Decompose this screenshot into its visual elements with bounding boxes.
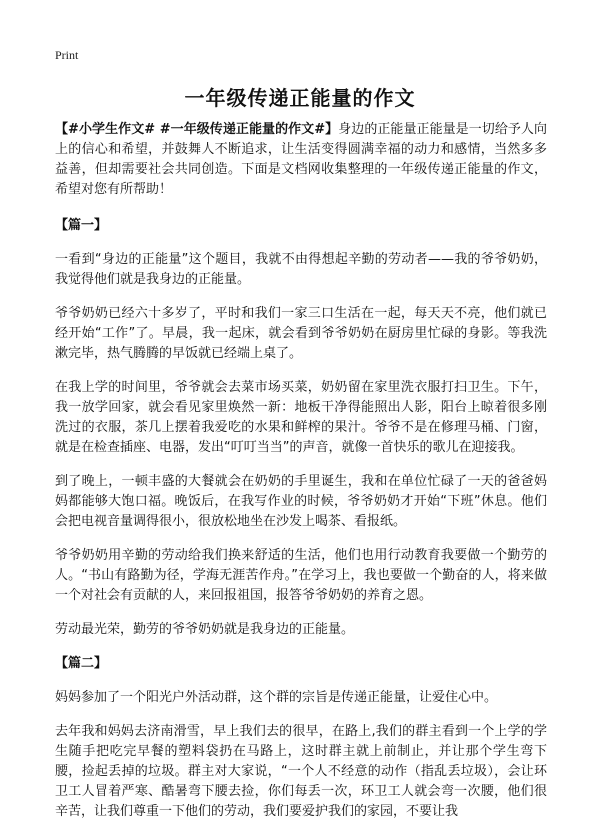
intro-paragraph bbox=[55, 120, 547, 200]
paragraph: 妈妈参加了一个阳光户外活动群，这个群的宗旨是传递正能量，让爱住心中。 bbox=[55, 690, 498, 705]
paragraph: 在我上学的时间里，爷爷就会去菜市场买菜，奶奶留在家里洗衣服打扫卫生。下午，我一放学回家，就会看见家里焕然一新：地板干净得能照出人影，阳台上晾着很多刚洗过的衣服，茶几上摆着我爱吃的水果和鲜榨的果汁。爷爷不是在修理马桶、门窗，就是在检查插座、电器，发出“叮叮当当”的声音，就像一首快乐的歌儿在迎接我。 bbox=[55, 380, 547, 455]
document-title: 一年级传递正能量的作文 bbox=[184, 86, 416, 110]
paragraph: 爷爷奶奶用辛勤的劳动给我们换来舒适的生活，他们也用行动教育我要做一个勤劳的人。“书山有路勤为径，学海无涯苦作舟。”在学习上，我也要做一个勤奋的人，将来做一个对社会有贡献的人，来回报祖国，报答爷爷奶奶的养育之恩。 bbox=[55, 548, 547, 603]
intro-tags: 【#小学生作文# #一年级传递正能量的作文#】 bbox=[55, 122, 339, 137]
paragraph: 去年我和妈妈去济南滑雪，早上我们去的很早，在路上,我们的群主看到一个上学的学生随手把吃完早餐的塑料袋扔在马路上，这时群主就上前制止，并让那个学生弯下腰，捡起丢掉的垃圾。群主对大家说，“一个人不经意的动作（指乱丢垃圾），会让环卫工人冒着严寒、酷暑弯下腰去捡，你们每丢一次，环卫工人就会弯一次腰，他们很辛苦，让我们尊重一下他们的劳动，我们要爱护我们的家园，不要让我 bbox=[55, 724, 547, 819]
paragraph: 劳动最光荣，勤劳的爷爷奶奶就是我身边的正能量。 bbox=[55, 622, 355, 637]
paragraph: 到了晚上，一顿丰盛的大餐就会在奶奶的手里诞生，我和在单位忙碌了一天的爸爸妈妈都能够大饱口福。晚饭后，在我写作业的时候，爷爷奶奶才开始“下班”休息。他们会把电视音量调得很小，很放松地坐在沙发上喝茶、看报纸。 bbox=[55, 474, 547, 529]
print-link[interactable]: Print bbox=[55, 48, 79, 62]
section-heading-2: 【篇二】 bbox=[55, 656, 108, 671]
intro-text: 身边的正能量正能量是一切给予人向上的信心和希望，并鼓舞人不断追求，让生活变得圆满幸福的动力和感情，当然多多益善，但却需要社会共同创造。下面是文档网收集整理的一年级传递正能量的作文，希望对您有所帮助！ bbox=[55, 122, 547, 197]
paragraph: 爷爷奶奶已经六十多岁了，平时和我们一家三口生活在一起，每天天不亮，他们就已经开始“工作”了。早晨，我一起床，就会看到爷爷奶奶在厨房里忙碌的身影。等我洗漱完毕，热气腾腾的早饭就已经端上桌了。 bbox=[55, 306, 547, 361]
section-heading-1: 【篇一】 bbox=[55, 218, 108, 233]
document-body bbox=[55, 120, 547, 836]
paragraph: 一看到“身边的正能量”这个题目，我就不由得想起辛勤的劳动者——我的爷爷奶奶，我觉得他们就是我身边的正能量。 bbox=[55, 252, 547, 287]
